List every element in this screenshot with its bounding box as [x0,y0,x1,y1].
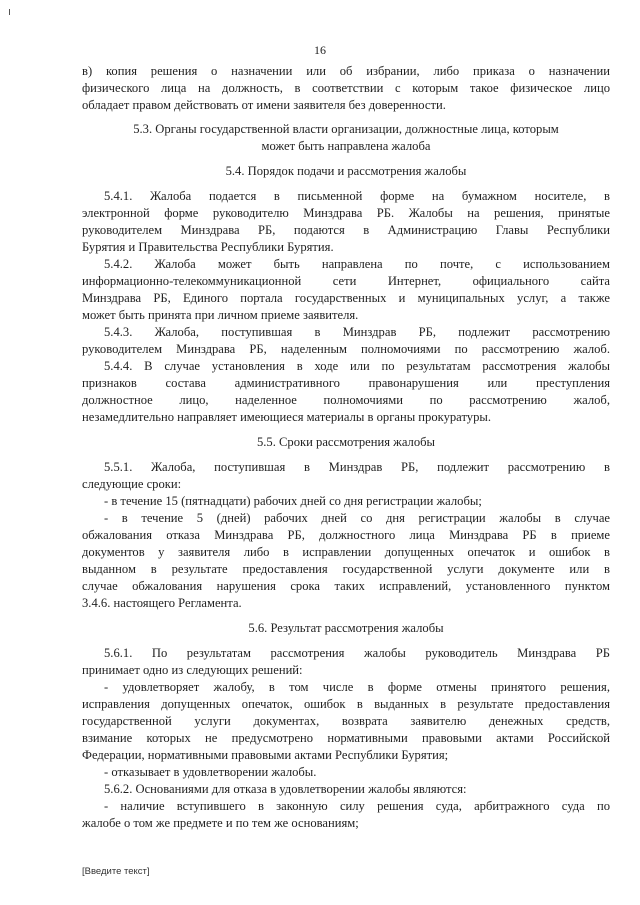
text-line: - в течение 5 (дней) рабочих дней со дня регистрации жалобы в случае [104,511,610,525]
text-line: следующие сроки: [82,477,182,491]
text-line: принимает одно из следующих решений: [82,663,303,677]
section-heading: 5.6. Результат рассмотрения жалобы [248,621,444,635]
text-line: 3.4.6. настоящего Регламента. [82,596,242,610]
text-line: руководителем Минздрава РБ, наделенным полномочиями по рассмотрению жалоб. [82,342,610,356]
text-line: информационно-телекоммуникационной сети Интернет, официального сайта [82,274,610,288]
text-line: электронной форме руководителю Минздрава РБ. Жалобы на решения, принятые [82,206,610,220]
page-number: 16 [314,43,326,57]
text-line: исправления допущенных опечаток, ошибок в выданных в результате предоставления [82,697,610,711]
text-line: обладает правом действовать от имени заявителя без доверенности. [82,98,446,112]
text-line: Федерации, нормативными правовыми актами Республики Бурятия; [82,748,449,762]
text-line: незамедлительно направляет имеющиеся материалы в органы прокуратуры. [82,410,491,424]
text-line: жалобе о том же предмете и по тем же основаниям; [82,816,359,830]
text-line: - удовлетворяет жалобу, в том числе в форме отмены принятого решения, [104,680,610,694]
text-line: физического лица на должность, в соответствии с которым такое физическое лицо [82,81,610,95]
text-line: в) копия решения о назначении или об избрании, либо приказа о назначении [82,64,610,78]
text-line: 5.4.3. Жалоба, поступившая в Минздрав РБ, подлежит рассмотрению [104,325,610,339]
section-heading: 5.5. Сроки рассмотрения жалобы [256,435,436,449]
text-line: 5.6.1. По результатам рассмотрения жалобы руководитель Минздрава РБ [104,646,610,660]
text-line: - в течение 15 (пятнадцати) рабочих дней со дня регистрации жалобы; [104,494,482,508]
text-line: выданном в результате предоставления государственной услуги документе или в [82,562,610,576]
section-heading: может быть направлена жалоба [261,139,431,153]
scan-mark [9,9,10,15]
text-line: Бурятия и Правительства Республики Бурятия. [82,240,334,254]
text-line: - отказывает в удовлетворении жалобы. [104,765,317,779]
footer-placeholder: [Введите текст] [82,866,150,877]
text-line: 5.4.2. Жалоба может быть направлена по почте, с использованием [104,257,610,271]
text-line: 5.5.1. Жалоба, поступившая в Минздрав РБ, подлежит рассмотрению в [104,460,610,474]
text-line: 5.6.2. Основаниями для отказа в удовлетворении жалобы являются: [104,782,467,796]
text-line: случае обжалования нарушения срока таких исправлений, установленного пунктом [82,579,610,593]
text-line: документов у заявителя либо в исправлении допущенных опечаток и ошибок в [82,545,610,559]
text-line: должностное лицо, наделенное полномочиями по рассмотрению жалоб, [82,393,610,407]
text-line: государственной услуги документах, возврата заявителю денежных средств, [82,714,610,728]
text-line: обжалования отказа Минздрава РБ, должностного лица Минздрава РБ в приеме [82,528,610,542]
section-heading: 5.4. Порядок подачи и рассмотрения жалобы [225,164,467,178]
text-line: руководителем Минздрава РБ, подаются в Администрацию Главы Республики [82,223,610,237]
section-heading: 5.3. Органы государственной власти организации, должностные лица, которым [133,122,559,136]
text-line: - наличие вступившего в законную силу решения суда, арбитражного суда по [104,799,610,813]
text-line: признаков состава административного правонарушения или преступления [82,376,610,390]
text-line: 5.4.1. Жалоба подается в письменной форме на бумажном носителе, в [104,189,610,203]
text-line: 5.4.4. В случае установления в ходе или по результатам рассмотрения жалобы [104,359,610,373]
text-line: взимание которых не предусмотрено нормативными правовыми актами Российской [82,731,610,745]
text-line: может быть принята при личном приеме заявителя. [82,308,359,322]
text-line: Минздрава РБ, Единого портала государственных и муниципальных услуг, а также [82,291,610,305]
